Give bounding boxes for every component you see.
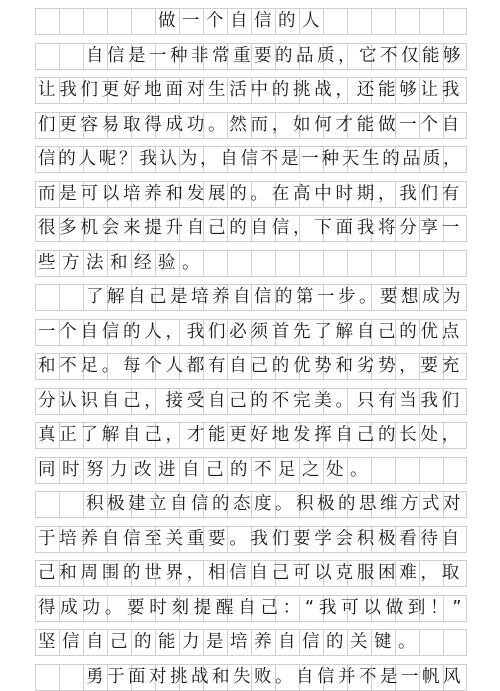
grid-row	[35, 526, 467, 553]
grid-row	[35, 112, 467, 139]
grid-cell	[419, 250, 443, 277]
grid-row	[35, 664, 467, 691]
grid-row	[35, 319, 467, 346]
essay-line: 同时努力改进自己的不足之处。	[38, 459, 374, 480]
grid-cell	[395, 250, 419, 277]
grid-cell	[347, 250, 371, 277]
grid-row	[35, 146, 467, 173]
essay-line: 了解自己是培养自信的第一步。要想成为	[86, 287, 464, 307]
essay-line: 而是可以培养和发展的。在高中时期，我们有	[38, 183, 463, 204]
grid-cell	[371, 457, 395, 484]
essay-line: 于培养自信至关重要。我们要学会积极看待自	[38, 528, 463, 549]
grid-cell	[371, 8, 395, 35]
essay-line: 们更容易取得成功。然而，如何才能做一个自	[38, 114, 463, 135]
grid-cell	[323, 250, 347, 277]
grid-row	[35, 215, 467, 242]
grid-row	[35, 457, 467, 484]
grid-cell	[443, 457, 467, 484]
essay-line: 积极建立自信的态度。积极的思维方式对	[86, 494, 464, 514]
grid-cell	[443, 629, 467, 656]
grid-cell	[443, 8, 467, 35]
grid-cell	[395, 457, 419, 484]
grid-row	[35, 422, 467, 449]
essay-line: 和不足。每个人都有自己的优势和劣势，要充	[38, 356, 463, 376]
essay-title: 做一个自信的人	[158, 11, 326, 31]
grid-row	[35, 43, 467, 70]
grid-row	[35, 629, 467, 656]
grid-cell	[419, 8, 443, 35]
title-row	[35, 8, 467, 35]
essay-line: 得成功。要时刻提醒自己：“我可以做到！”	[38, 597, 467, 618]
grid-cell	[251, 250, 275, 277]
grid-cell	[419, 629, 443, 656]
grid-row	[35, 284, 467, 311]
essay-line: 一个自信的人，我们必须首先了解自己的优点	[38, 321, 463, 342]
grid-cell	[203, 250, 227, 277]
essay-line: 信的人呢？我认为，自信不是一种天生的品质，	[38, 149, 464, 169]
essay-line: 分认识自己，接受自己的不完美。只有当我们	[38, 390, 463, 411]
grid-row	[35, 250, 467, 277]
grid-cell	[227, 250, 251, 277]
essay-line: 自信是一种非常重要的品质，它不仅能够	[86, 45, 464, 66]
grid-cell	[275, 250, 299, 277]
grid-cell	[443, 250, 467, 277]
grid-cell	[419, 457, 443, 484]
grid-row	[35, 77, 467, 104]
grid-cell	[323, 8, 347, 35]
grid-row	[35, 595, 467, 622]
grid-cell	[395, 8, 419, 35]
essay-line: 真正了解自己，才能更好地发挥自己的长处，	[38, 425, 463, 445]
grid-cell	[347, 8, 371, 35]
essay-line: 些方法和经验。	[38, 252, 206, 273]
grid-row	[35, 491, 467, 518]
essay-line: 坚信自己的能力是培养自信的关键。	[38, 632, 422, 652]
essay-line: 勇于面对挑战和失败。自信并不是一帆风	[86, 666, 464, 687]
grid-row	[35, 353, 467, 380]
grid-cell	[299, 250, 323, 277]
essay-line: 让我们更好地面对生活中的挑战，还能够让我	[38, 80, 463, 100]
writing-grid	[35, 8, 467, 687]
grid-row	[35, 181, 467, 208]
grid-row	[35, 388, 467, 415]
essay-line: 很多机会来提升自己的自信，下面我将分享一	[38, 218, 463, 238]
essay-line: 己和周围的世界，相信自己可以克服困难，取	[38, 563, 463, 583]
grid-cell	[371, 250, 395, 277]
grid-row	[35, 560, 467, 587]
